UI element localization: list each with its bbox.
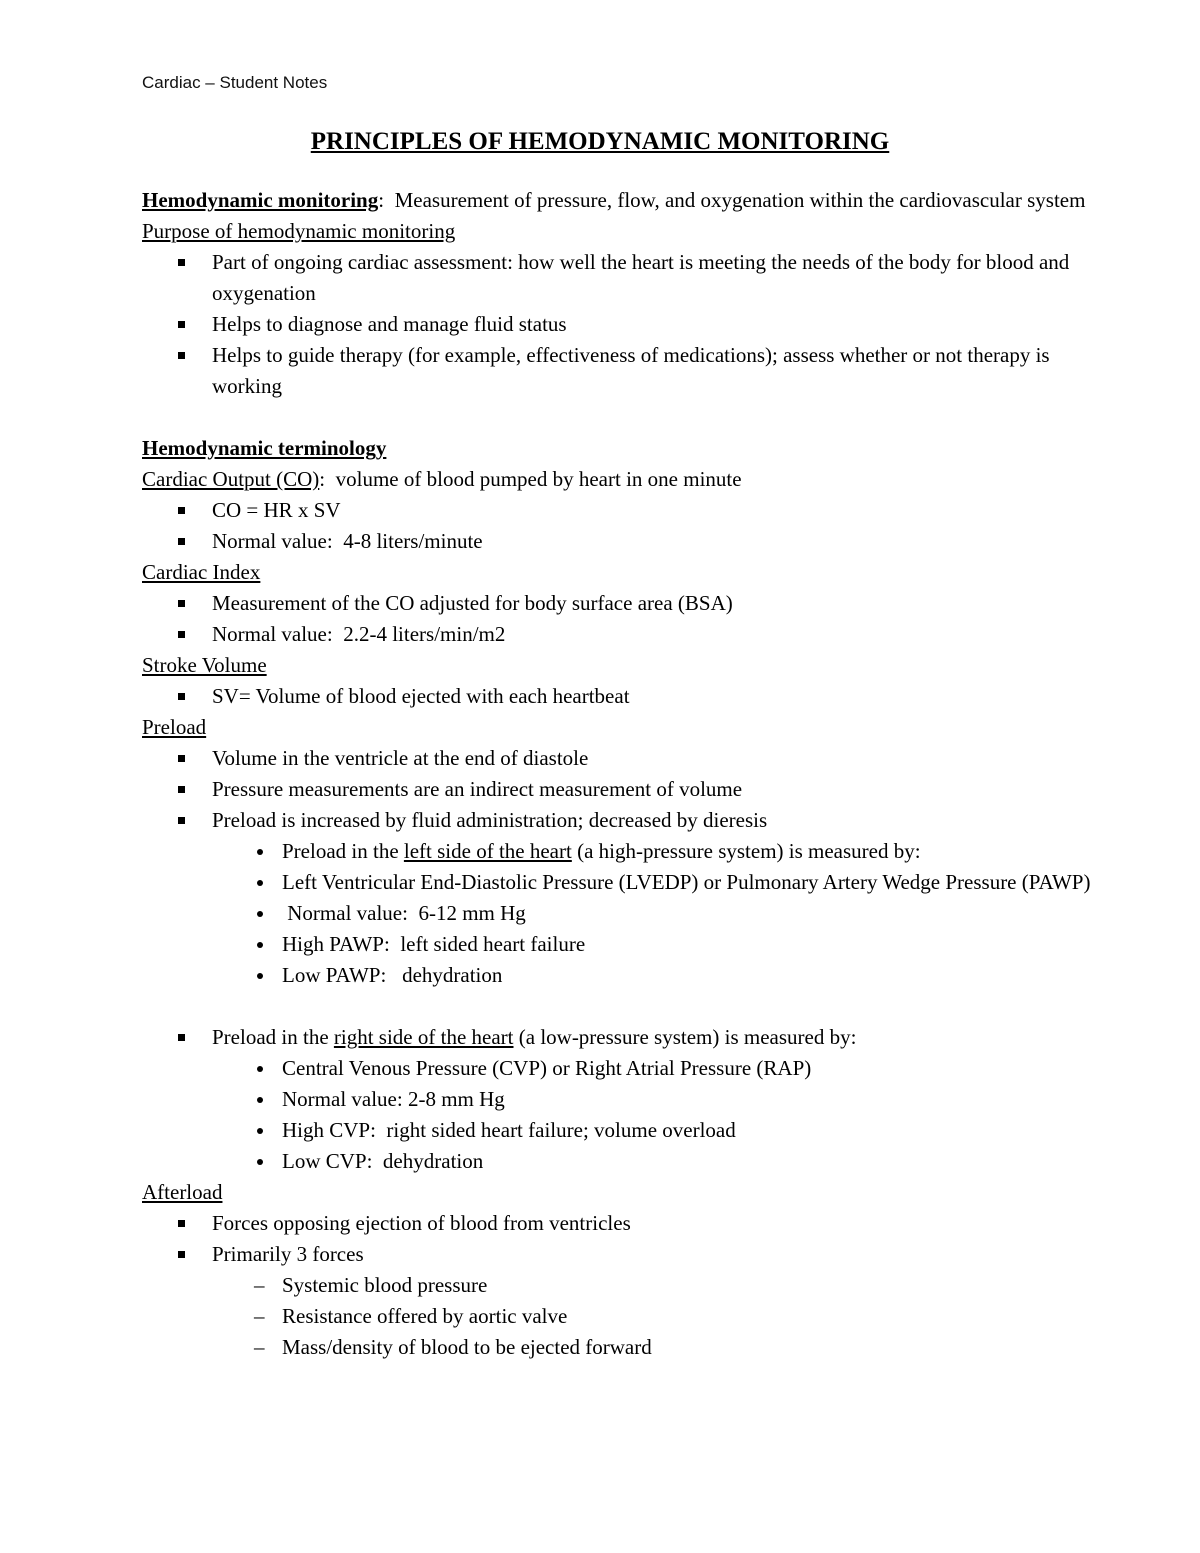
list-item: SV= Volume of blood ejected with each heartbeat xyxy=(142,681,1102,712)
cardiac-index-heading: Cardiac Index xyxy=(142,560,261,584)
preload-right-post: (a low-pressure system) is measured by: xyxy=(513,1025,857,1049)
list-item: – Resistance offered by aortic valve xyxy=(142,1301,1102,1332)
list-item: Helps to guide therapy (for example, effectiveness of medications); assess whether or not therapy is working xyxy=(142,340,1102,402)
list-item: Central Venous Pressure (CVP) or Right Atrial Pressure (RAP) xyxy=(142,1053,1102,1084)
spacer xyxy=(142,991,1102,1022)
list-item: Low PAWP: dehydration xyxy=(142,960,1102,991)
preload-left-list xyxy=(142,836,1102,991)
page-title: PRINCIPLES OF HEMODYNAMIC MONITORING xyxy=(310,128,890,155)
spacer xyxy=(142,402,1102,433)
preload-right-item xyxy=(142,1022,1102,1053)
page-header: Cardiac – Student Notes xyxy=(142,73,328,92)
cardiac-index-list xyxy=(142,588,1102,650)
preload-list xyxy=(142,743,1102,836)
purpose-list xyxy=(142,247,1102,402)
cardiac-output-definition: : volume of blood pumped by heart in one minute xyxy=(319,467,742,491)
preload-left-pre: Preload in the xyxy=(282,839,404,863)
preload-right-list xyxy=(142,1022,1102,1053)
cardiac-output-list xyxy=(142,495,1102,557)
stroke-volume-heading: Stroke Volume xyxy=(142,653,267,677)
list-item: – Systemic blood pressure xyxy=(142,1270,1102,1301)
afterload-forces-list xyxy=(142,1270,1102,1363)
list-item: High CVP: right sided heart failure; volume overload xyxy=(142,1115,1102,1146)
list-item: – Mass/density of blood to be ejected forward xyxy=(142,1332,1102,1363)
list-item: Normal value: 6-12 mm Hg xyxy=(142,898,1102,929)
list-item: Forces opposing ejection of blood from ventricles xyxy=(142,1208,1102,1239)
list-item: Measurement of the CO adjusted for body surface area (BSA) xyxy=(142,588,1102,619)
stroke-volume-list xyxy=(142,681,1102,712)
list-item: Primarily 3 forces xyxy=(142,1239,1102,1270)
document-body xyxy=(142,185,1102,1363)
purpose-heading: Purpose of hemodynamic monitoring xyxy=(142,219,456,243)
afterload-list xyxy=(142,1208,1102,1270)
list-item: Normal value: 4-8 liters/minute xyxy=(142,526,1102,557)
list-item: Normal value: 2-8 mm Hg xyxy=(142,1084,1102,1115)
cardiac-output-line xyxy=(142,464,1102,495)
preload-left-link: left side of the heart xyxy=(403,839,572,863)
preload-left-post: (a high-pressure system) is measured by: xyxy=(571,839,921,863)
preload-right-link: right side of the heart xyxy=(333,1025,514,1049)
list-item: Normal value: 2.2-4 liters/min/m2 xyxy=(142,619,1102,650)
preload-right-pre: Preload in the xyxy=(212,1025,334,1049)
list-item: Pressure measurements are an indirect measurement of volume xyxy=(142,774,1102,805)
preload-left-item xyxy=(142,836,1102,867)
intro-colon: : xyxy=(378,188,385,212)
intro-definition: Measurement of pressure, flow, and oxygenation within the cardiovascular system xyxy=(384,188,1086,212)
list-item: Low CVP: dehydration xyxy=(142,1146,1102,1177)
intro-paragraph xyxy=(142,185,1102,216)
list-item: Left Ventricular End-Diastolic Pressure (LVEDP) or Pulmonary Artery Wedge Pressure (PAWP) xyxy=(142,867,1102,898)
intro-term: Hemodynamic monitoring xyxy=(142,188,379,212)
afterload-heading: Afterload xyxy=(142,1180,223,1204)
list-item: CO = HR x SV xyxy=(142,495,1102,526)
terminology-heading: Hemodynamic terminology xyxy=(142,436,387,460)
list-item: Volume in the ventricle at the end of diastole xyxy=(142,743,1102,774)
list-item: Helps to diagnose and manage fluid status xyxy=(142,309,1102,340)
list-item: High PAWP: left sided heart failure xyxy=(142,929,1102,960)
list-item: Part of ongoing cardiac assessment: how well the heart is meeting the needs of the body for blood and oxygenation xyxy=(142,247,1102,309)
preload-heading: Preload xyxy=(142,715,207,739)
list-item: Preload is increased by fluid administration; decreased by dieresis xyxy=(142,805,1102,836)
preload-right-sublist xyxy=(142,1053,1102,1177)
cardiac-output-heading: Cardiac Output (CO) xyxy=(142,467,320,491)
